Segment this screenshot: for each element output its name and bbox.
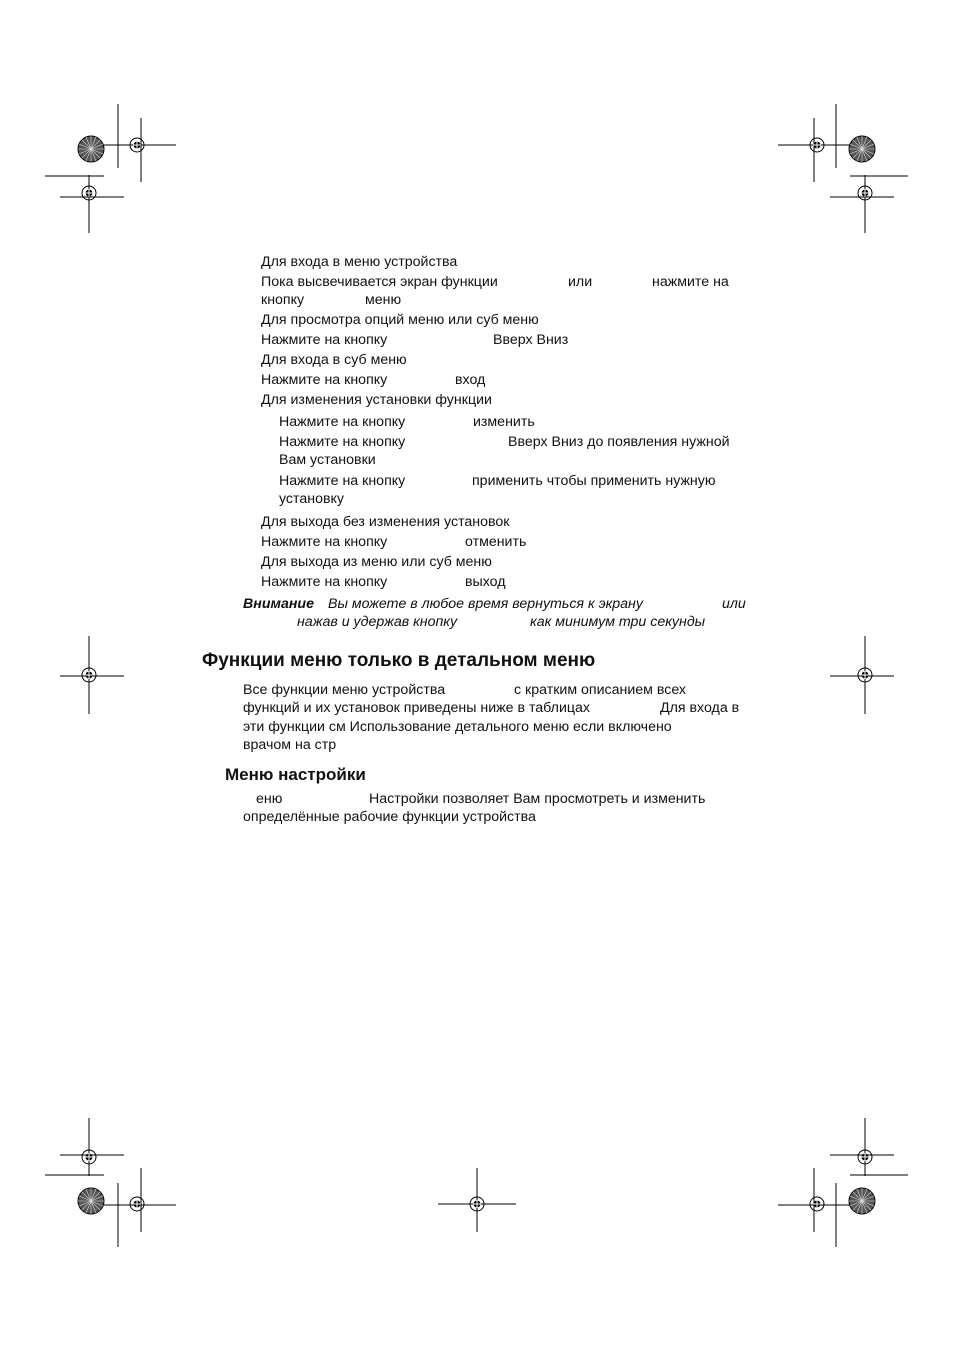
instruction-line: Для выхода из меню или суб меню xyxy=(261,554,492,570)
instruction-line: Нажмите на кнопку xyxy=(261,332,388,348)
instruction-line: Вам установки xyxy=(279,452,376,468)
instruction-line: кнопку xyxy=(261,292,305,308)
instruction-line: Нажмите на кнопку xyxy=(261,372,388,388)
instruction-line: Для просмотра опций меню или суб меню xyxy=(261,312,539,328)
instruction-line: выход xyxy=(465,574,506,590)
instruction-line: применить чтобы применить нужную xyxy=(472,473,716,489)
note-text: как минимум три секунды xyxy=(530,614,706,630)
paragraph-line: эти функции см Использование детального меню если включено xyxy=(243,719,672,735)
instruction-line: отменить xyxy=(465,534,527,550)
paragraph-line: врачом на стр xyxy=(243,737,337,753)
note-text: нажав и удержав кнопку xyxy=(297,614,458,630)
subsection-heading: Меню настройки xyxy=(225,765,366,784)
instruction-line: или xyxy=(568,274,593,290)
crosshair-mark xyxy=(778,1118,908,1247)
paragraph-line: Все функции меню устройства xyxy=(243,682,446,698)
instruction-line: нажмите на xyxy=(652,274,729,290)
paragraph-line: Для входа в xyxy=(660,700,740,716)
paragraph-line: с кратким описанием всех xyxy=(514,682,687,698)
instruction-line: меню xyxy=(365,292,402,308)
crosshair-mark xyxy=(778,104,908,233)
note-text: или xyxy=(722,596,746,612)
crosshair-mark xyxy=(438,1168,516,1232)
crosshair-mark xyxy=(60,636,124,714)
instruction-line: вход xyxy=(455,372,486,388)
instruction-line: Нажмите на кнопку xyxy=(279,434,406,450)
instruction-line: Для изменения установки функции xyxy=(261,392,492,408)
instruction-line: Для входа в меню устройства xyxy=(261,254,458,270)
crosshair-mark xyxy=(830,636,894,714)
starburst-mark xyxy=(78,136,104,162)
note-text: Вы можете в любое время вернуться к экрану xyxy=(328,596,643,612)
instruction-line: Для входа в суб меню xyxy=(261,352,407,368)
instruction-line: Вверх Вниз до появления нужной xyxy=(508,434,730,450)
starburst-mark xyxy=(78,1188,104,1214)
note-label: Внимание xyxy=(243,596,314,612)
instruction-line: Пока высвечивается экран функции xyxy=(261,274,498,290)
instruction-line: Нажмите на кнопку xyxy=(279,414,406,430)
crosshair-mark xyxy=(45,1118,176,1247)
instruction-line: Вверх Вниз xyxy=(493,332,569,348)
instruction-line: Нажмите на кнопку xyxy=(279,473,406,489)
starburst-mark xyxy=(849,1188,875,1214)
paragraph-line: Настройки позволяет Вам просмотреть и изменить xyxy=(369,791,706,807)
instruction-line: Для выхода без изменения установок xyxy=(261,514,510,530)
starburst-mark xyxy=(849,136,875,162)
paragraph-line: определённые рабочие функции устройства xyxy=(243,809,536,825)
instruction-line: изменить xyxy=(473,414,535,430)
section-heading: Функции меню только в детальном меню xyxy=(202,650,596,671)
paragraph-line: функций и их установок приведены ниже в таблицах xyxy=(243,700,590,716)
instruction-line: установку xyxy=(279,491,344,507)
instruction-line: Нажмите на кнопку xyxy=(261,534,388,550)
paragraph-line: еню xyxy=(256,791,283,807)
instruction-line: Нажмите на кнопку xyxy=(261,574,388,590)
crosshair-mark xyxy=(45,104,176,233)
